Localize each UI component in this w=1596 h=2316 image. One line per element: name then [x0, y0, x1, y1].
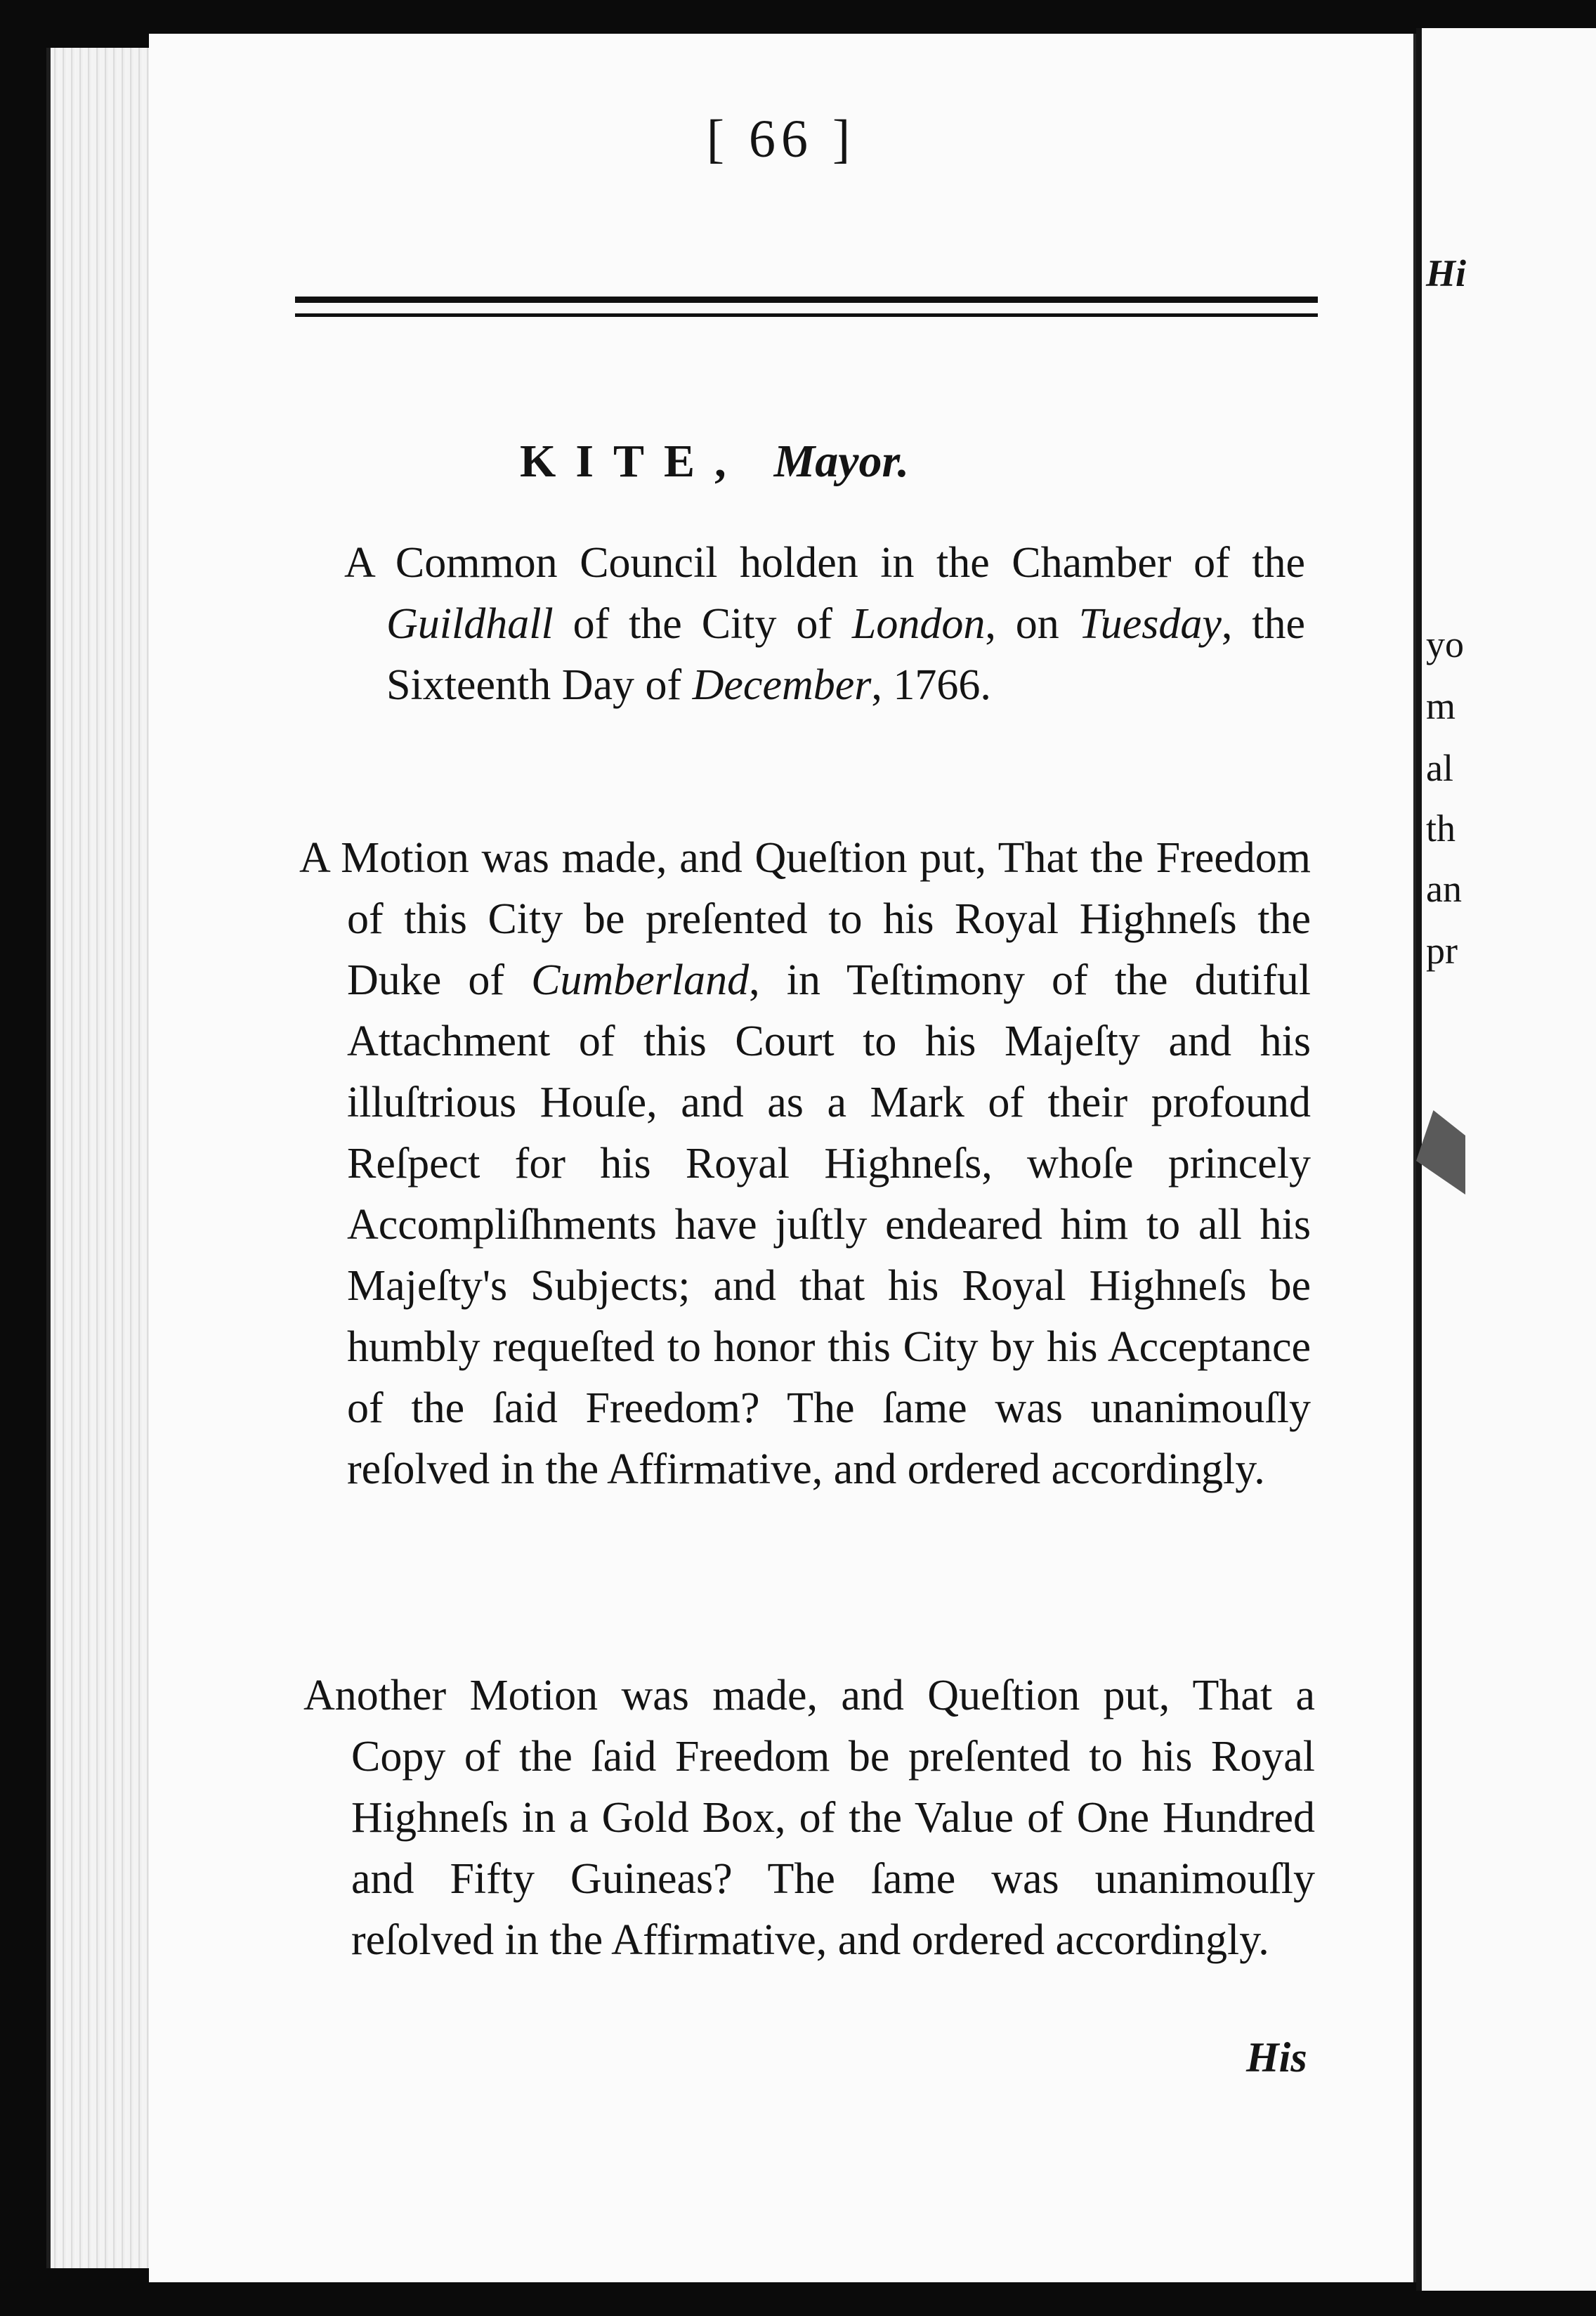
facing-page-line: al	[1426, 747, 1453, 789]
facing-page-header: Hi	[1426, 252, 1467, 294]
page-edges	[46, 48, 156, 2268]
preamble-text: , 1766.	[871, 661, 991, 709]
preamble-text: , on	[985, 600, 1079, 648]
facing-page-line: th	[1426, 807, 1456, 850]
paragraph-text: Another Motion was made, and Queſtion put, That a Copy of the ſaid Freedom be preſented to his Royal Highneſs in a Gold Box, of the Value of One Hundred and Fifty Guineas? The ſame was unanimouſly reſolved in the Affirmative, and ordered accordingly.	[303, 1672, 1315, 1964]
paragraph-text: , in Teſtimony of the dutiful Attachment of this Court to his Majeſty and his illuſtrious Houſe, and as a Mark of their profound Reſpect for his Royal Highneſs, whoſe princely Accompliſhments have juſtly endeared him to all his Majeſty's Subjects; and that his Royal Highneſs be humbly requeſted to honor this City by his Acceptance of the ſaid Freedom? The ſame was unanimouſly reſolved in the Affirmative, and ordered accordingly.	[347, 956, 1311, 1493]
facing-page-line: an	[1426, 868, 1462, 910]
header-rule-thick	[295, 297, 1318, 303]
weekday: Tuesday	[1078, 600, 1222, 648]
header-rule-thin	[295, 313, 1318, 317]
page-number: [ 66 ]	[706, 110, 856, 169]
motion-freedom-paragraph	[299, 828, 1311, 1500]
preamble-text: , the Sixteenth Day of	[386, 600, 1305, 709]
motion-gold-box-paragraph	[303, 1665, 1315, 1971]
month: December	[692, 661, 872, 709]
paragraph-text: A Motion was made, and Queſtion put, That the Freedom of this City be preſented to his Royal Highneſs the Duke of	[299, 834, 1311, 1004]
facing-page-line: yo	[1426, 623, 1464, 665]
preamble-text: of the City of	[553, 600, 852, 648]
mayor-name: KITE,	[520, 436, 746, 487]
mayor-title: Mayor.	[773, 436, 910, 487]
preamble-text: A Common Council holden in the Chamber of the	[344, 539, 1305, 587]
duke-name: Cumberland	[531, 956, 750, 1004]
mayor-heading	[520, 438, 909, 485]
place-guildhall: Guildhall	[386, 600, 554, 648]
council-preamble	[344, 533, 1305, 716]
place-london: London	[851, 600, 986, 648]
catchword: His	[1246, 2034, 1307, 2081]
facing-page-line: m	[1426, 685, 1456, 727]
facing-page-line: pr	[1426, 930, 1458, 972]
